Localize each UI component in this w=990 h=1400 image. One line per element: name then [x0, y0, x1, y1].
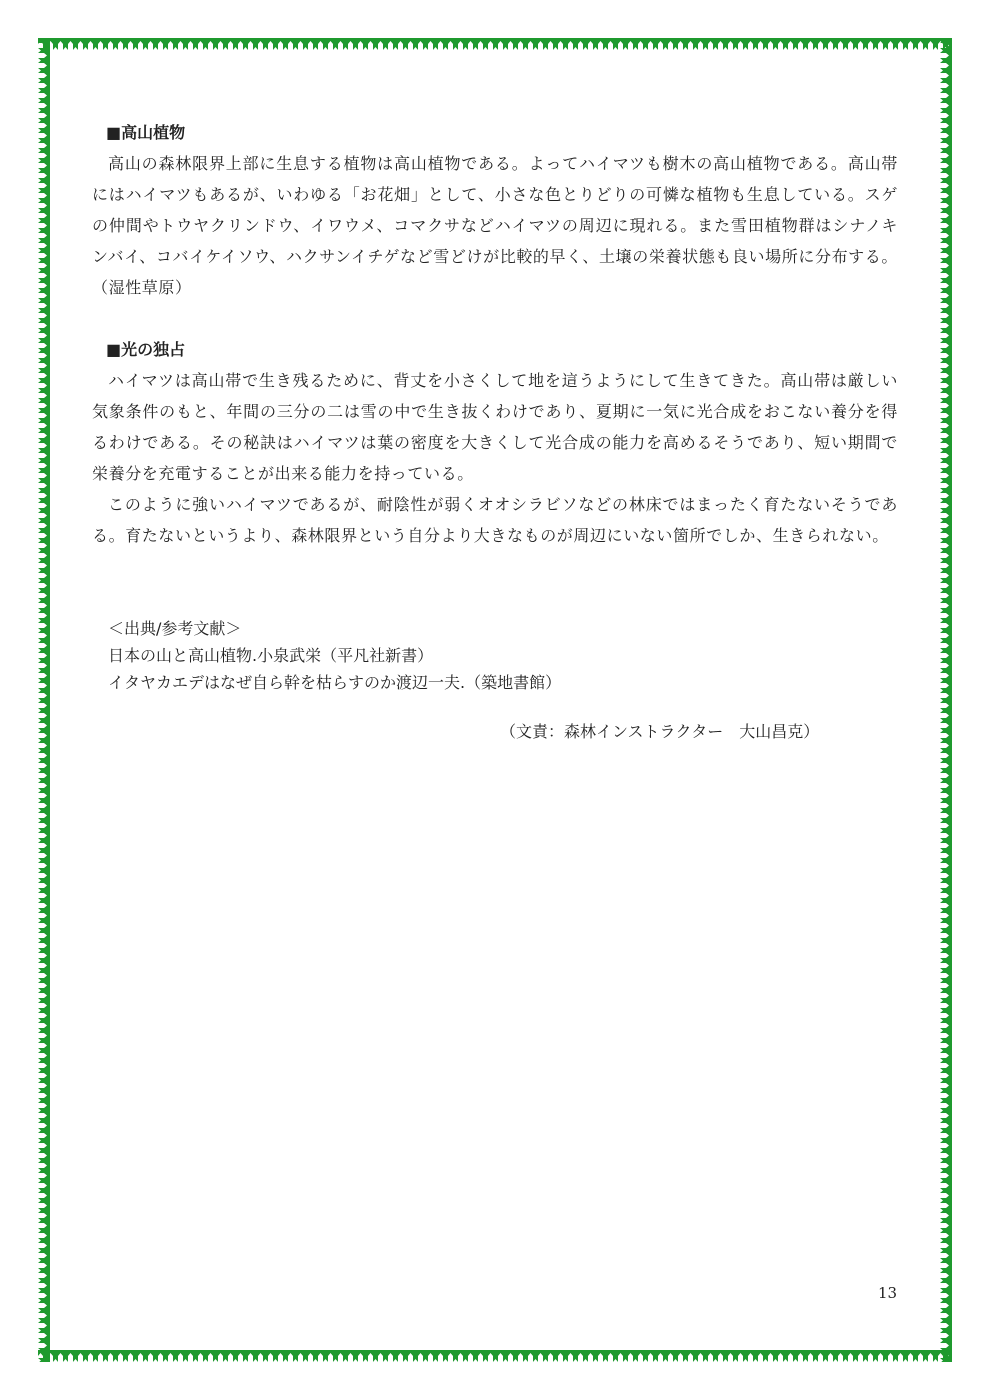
section-alpine-plants: [92, 118, 898, 303]
section-light-monopoly: [92, 335, 898, 551]
paragraph: ハイマツは高山帯で生き残るために、背丈を小さくして地を這うようにして生きてきた。高山帯は厳しい気象条件のもと、年間の三分の二は雪の中で生き抜くわけであり、夏期に一気に光合成をおこない養分を得るわけである。その秘訣はハイマツは葉の密度を大きくして光合成の能力を高めるそうであり、短い期間で栄養分を充電することが出来る能力を持っている。: [92, 371, 898, 483]
reference-item: イタヤカエデはなぜ自ら幹を枯らすのか渡辺一夫.（築地書館）: [108, 673, 562, 692]
page-number: 13: [878, 1284, 898, 1302]
page-border-left: [38, 38, 50, 1362]
section-heading: ■光の独占: [106, 340, 186, 359]
page-border-right: [940, 38, 952, 1362]
reference-item: 日本の山と高山植物.小泉武栄（平凡社新書）: [108, 646, 434, 665]
paragraph: 高山の森林限界上部に生息する植物は高山植物である。よってハイマツも樹木の高山植物である。高山帯にはハイマツもあるが、いわゆる「お花畑」として、小さな色とりどりの可憐な植物も生息している。スゲの仲間やトウヤクリンドウ、イワウメ、コマクサなどハイマツの周辺に現れる。また雪田植物群はシナノキンバイ、コバイケイソウ、ハクサンイチゲなど雪どけが比較的早く、土壌の栄養状態も良い場所に分布する。（湿性草原）: [92, 154, 898, 297]
section-heading: ■高山植物: [106, 123, 186, 142]
paragraph: このように強いハイマツであるが、耐陰性が弱くオオシラビソなどの林床ではまったく育たないそうである。育たないというより、森林限界という自分より大きなものが周辺にいない箇所でしか、生きられない。: [92, 495, 898, 545]
references: [108, 615, 898, 696]
author-credit: （文責：森林インストラクター 大山昌克）: [500, 722, 820, 741]
page-border-top: [38, 38, 952, 50]
page-content: [92, 118, 898, 745]
page-border-bottom: [38, 1350, 952, 1362]
references-title: ＜出典/参考文献＞: [108, 619, 242, 638]
